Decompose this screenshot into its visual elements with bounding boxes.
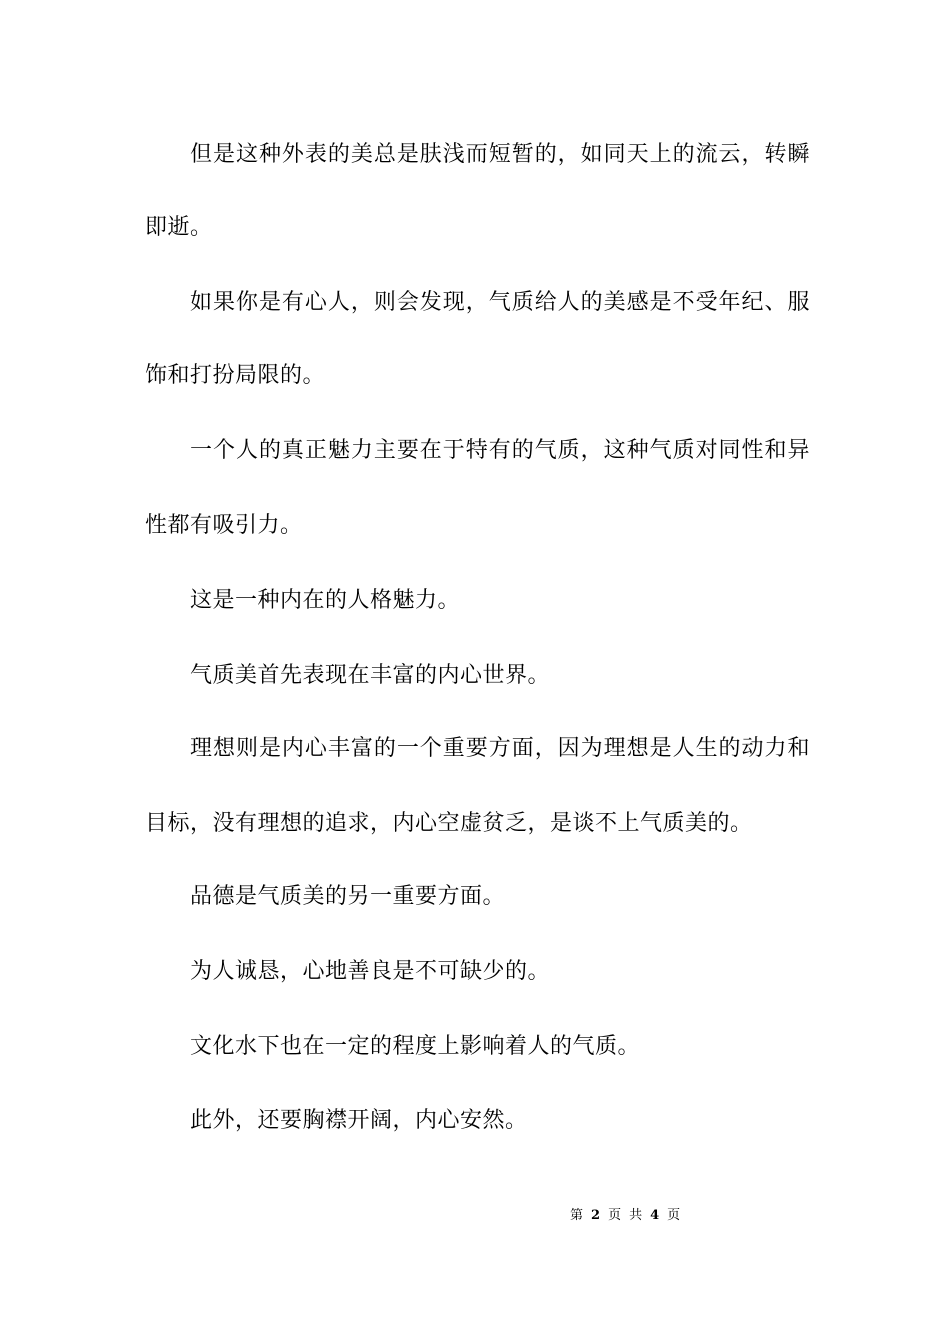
current-page-number: 2	[591, 1208, 601, 1223]
paragraph-line: 文化水下也在一定的程度上影响着人的气质。	[190, 1034, 641, 1059]
paragraph-line: 此外，还要胸襟开阔，内心安然。	[190, 1108, 528, 1133]
footer-prefix: 第	[570, 1208, 584, 1223]
paragraph-line: 为人诚恳，心地善良是不可缺少的。	[190, 959, 551, 984]
footer-page-word: 页	[608, 1208, 622, 1223]
paragraph-line: 饰和打扮局限的。	[145, 363, 326, 388]
paragraph-line: 这是一种内在的人格魅力。	[190, 588, 461, 613]
paragraph-line: 即逝。	[145, 215, 213, 240]
paragraph-line: 性都有吸引力。	[145, 513, 303, 538]
paragraph-line: 一个人的真正魅力主要在于特有的气质，这种气质对同性和异	[190, 438, 810, 463]
paragraph-line: 气质美首先表现在丰富的内心世界。	[190, 663, 551, 688]
paragraph-line: 理想则是内心丰富的一个重要方面，因为理想是人生的动力和	[190, 736, 810, 761]
paragraph-line: 品德是气质美的另一重要方面。	[190, 884, 506, 909]
footer-suffix: 页	[667, 1208, 681, 1223]
paragraph-line: 但是这种外表的美总是肤浅而短暂的，如同天上的流云，转瞬	[190, 142, 810, 167]
paragraph-line: 目标，没有理想的追求，内心空虚贫乏，是谈不上气质美的。	[145, 811, 753, 836]
paragraph-line: 如果你是有心人，则会发现，气质给人的美感是不受年纪、服	[190, 290, 810, 315]
footer-total-word: 共	[629, 1208, 643, 1223]
total-pages-number: 4	[650, 1208, 660, 1223]
page-number-indicator	[566, 1207, 684, 1225]
